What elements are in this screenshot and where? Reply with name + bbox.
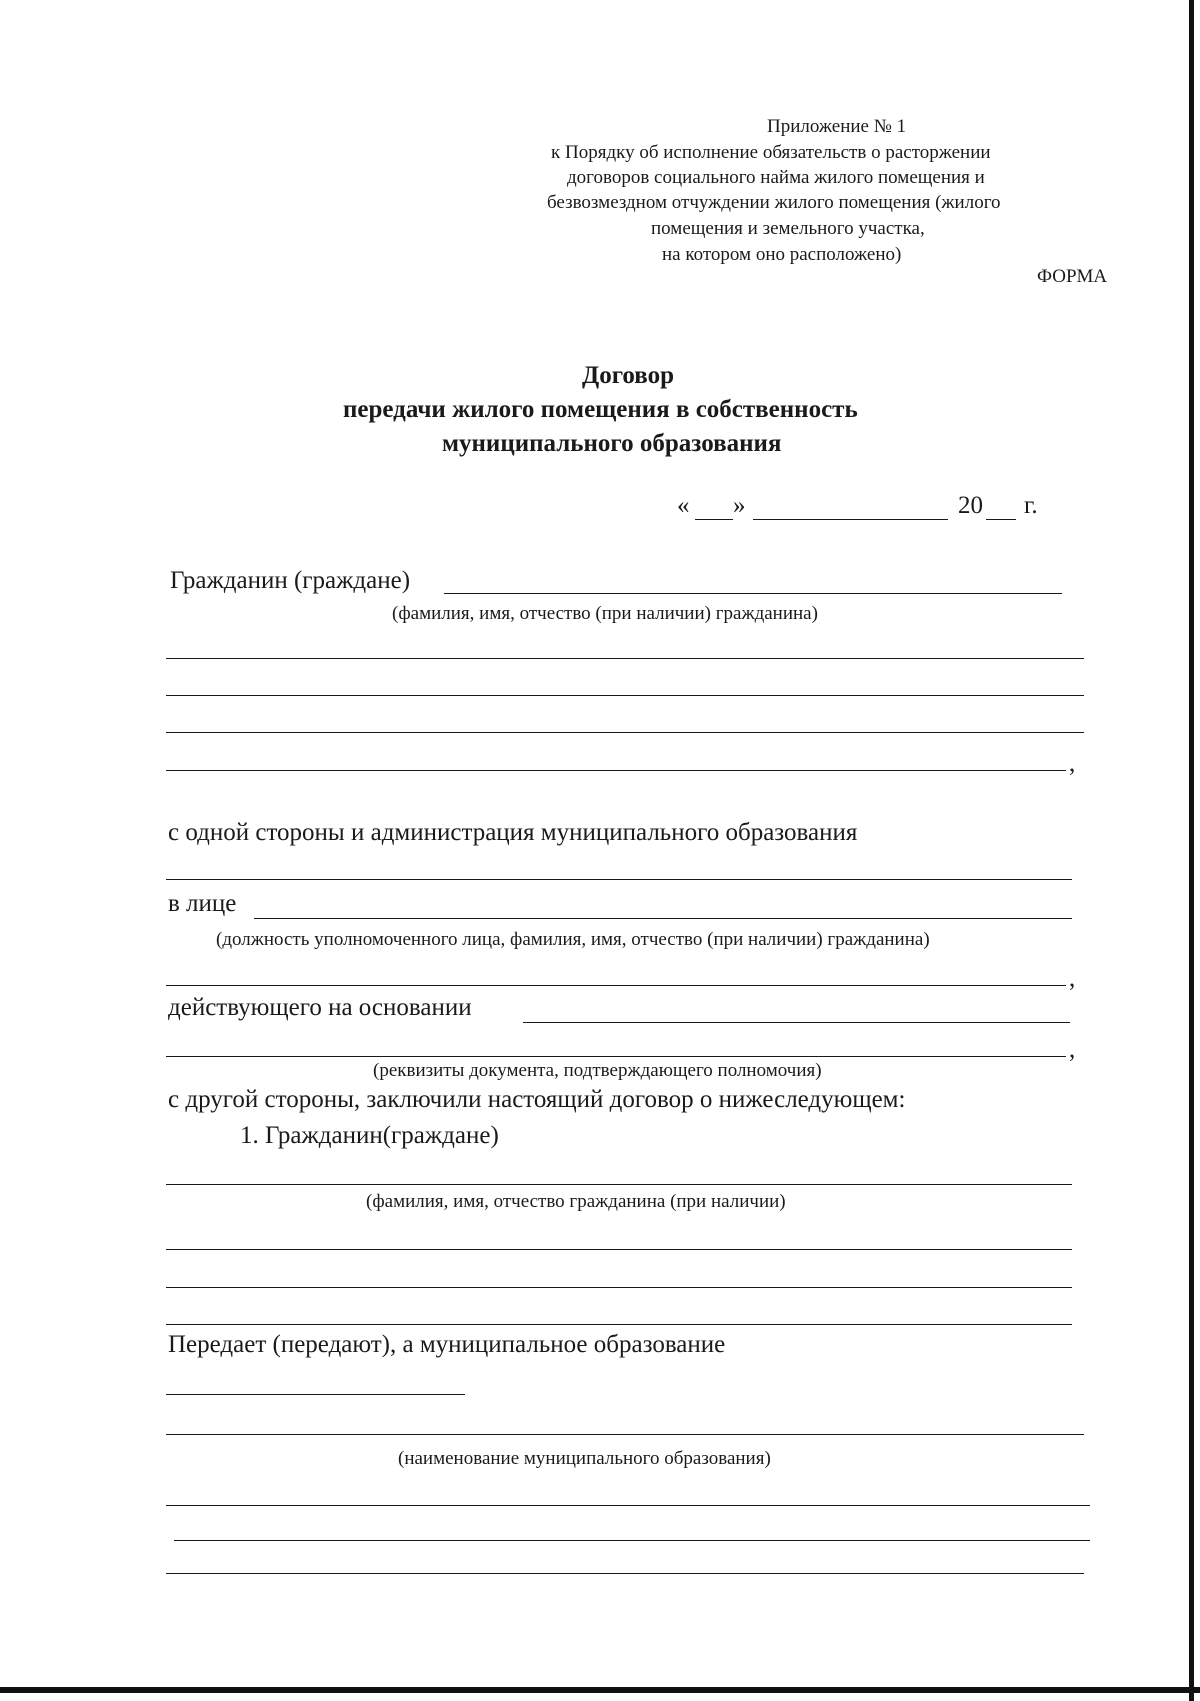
item-1-line-4[interactable] — [166, 1324, 1072, 1325]
transfers-text: Передает (передают), а муниципальное образование — [168, 1331, 726, 1358]
item-1-label: 1. Гражданин(граждане) — [240, 1122, 499, 1149]
citizen-line-4[interactable] — [166, 770, 1066, 771]
item-1-name-field[interactable] — [166, 1184, 1072, 1185]
acting-basis-line-2[interactable] — [166, 1056, 1066, 1057]
municipality-line-4[interactable] — [166, 1573, 1084, 1574]
item-1-line-3[interactable] — [166, 1287, 1072, 1288]
date-year-suffix: г. — [1024, 492, 1038, 519]
document-hint: (реквизиты документа, подтверждающего полномочия) — [373, 1060, 822, 1081]
municipality-line-3[interactable] — [174, 1540, 1090, 1541]
municipality-line-2[interactable] — [166, 1505, 1090, 1506]
appendix-number: Приложение № 1 — [767, 116, 907, 137]
official-comma: , — [1069, 965, 1076, 992]
header-line-1: к Порядку об исполнение обязательств о расторжении — [551, 142, 991, 163]
one-side-text: с одной стороны и администрация муниципального образования — [168, 819, 858, 846]
form-label: ФОРМА — [1037, 266, 1108, 287]
official-line-2[interactable] — [166, 985, 1066, 986]
represented-by-label: в лице — [168, 890, 237, 917]
header-line-4: помещения и земельного участка, — [651, 218, 925, 239]
item-1-hint: (фамилия, имя, отчество гражданина (при наличии) — [366, 1191, 786, 1212]
acting-basis-field[interactable] — [523, 1022, 1070, 1023]
document-title: Договор — [582, 362, 675, 389]
administration-name-field[interactable] — [166, 879, 1072, 880]
date-day-field[interactable] — [695, 519, 733, 520]
acting-basis-comma: , — [1069, 1036, 1076, 1063]
other-side-text: с другой стороны, заключили настоящий договор о нижеследующем: — [168, 1086, 906, 1113]
page-border-bottom — [0, 1687, 1200, 1693]
page-border-right — [1189, 0, 1194, 1701]
date-open-quote: « — [677, 492, 690, 519]
date-year-prefix: 20 — [958, 492, 983, 519]
document-subtitle-line-2: муниципального образования — [442, 430, 782, 457]
item-1-line-2[interactable] — [166, 1249, 1072, 1250]
municipality-hint: (наименование муниципального образования) — [398, 1448, 771, 1469]
citizen-line-1[interactable] — [166, 658, 1084, 659]
official-name-field[interactable] — [254, 918, 1072, 919]
citizen-comma: , — [1069, 750, 1076, 777]
header-line-2: договоров социального найма жилого помещения и — [567, 167, 985, 188]
citizen-label: Гражданин (граждане) — [170, 567, 411, 594]
citizen-line-3[interactable] — [166, 732, 1084, 733]
municipality-name-field[interactable] — [166, 1434, 1084, 1435]
header-line-3: безвозмездном отчуждении жилого помещения (жилого — [547, 192, 1001, 213]
date-year-field[interactable] — [986, 519, 1016, 520]
citizen-hint: (фамилия, имя, отчество (при наличии) гражданина) — [392, 603, 818, 624]
official-hint: (должность уполномоченного лица, фамилия, имя, отчество (при наличии) гражданина) — [216, 929, 930, 950]
header-line-5: на котором оно расположено) — [662, 244, 902, 265]
document-subtitle-line-1: передачи жилого помещения в собственность — [343, 396, 858, 423]
date-close-quote: » — [733, 492, 746, 519]
acting-basis-label: действующего на основании — [168, 994, 472, 1021]
citizen-line-2[interactable] — [166, 695, 1084, 696]
citizen-name-field[interactable] — [444, 593, 1062, 594]
date-month-field[interactable] — [753, 519, 948, 520]
transfers-short-field[interactable] — [166, 1394, 465, 1395]
